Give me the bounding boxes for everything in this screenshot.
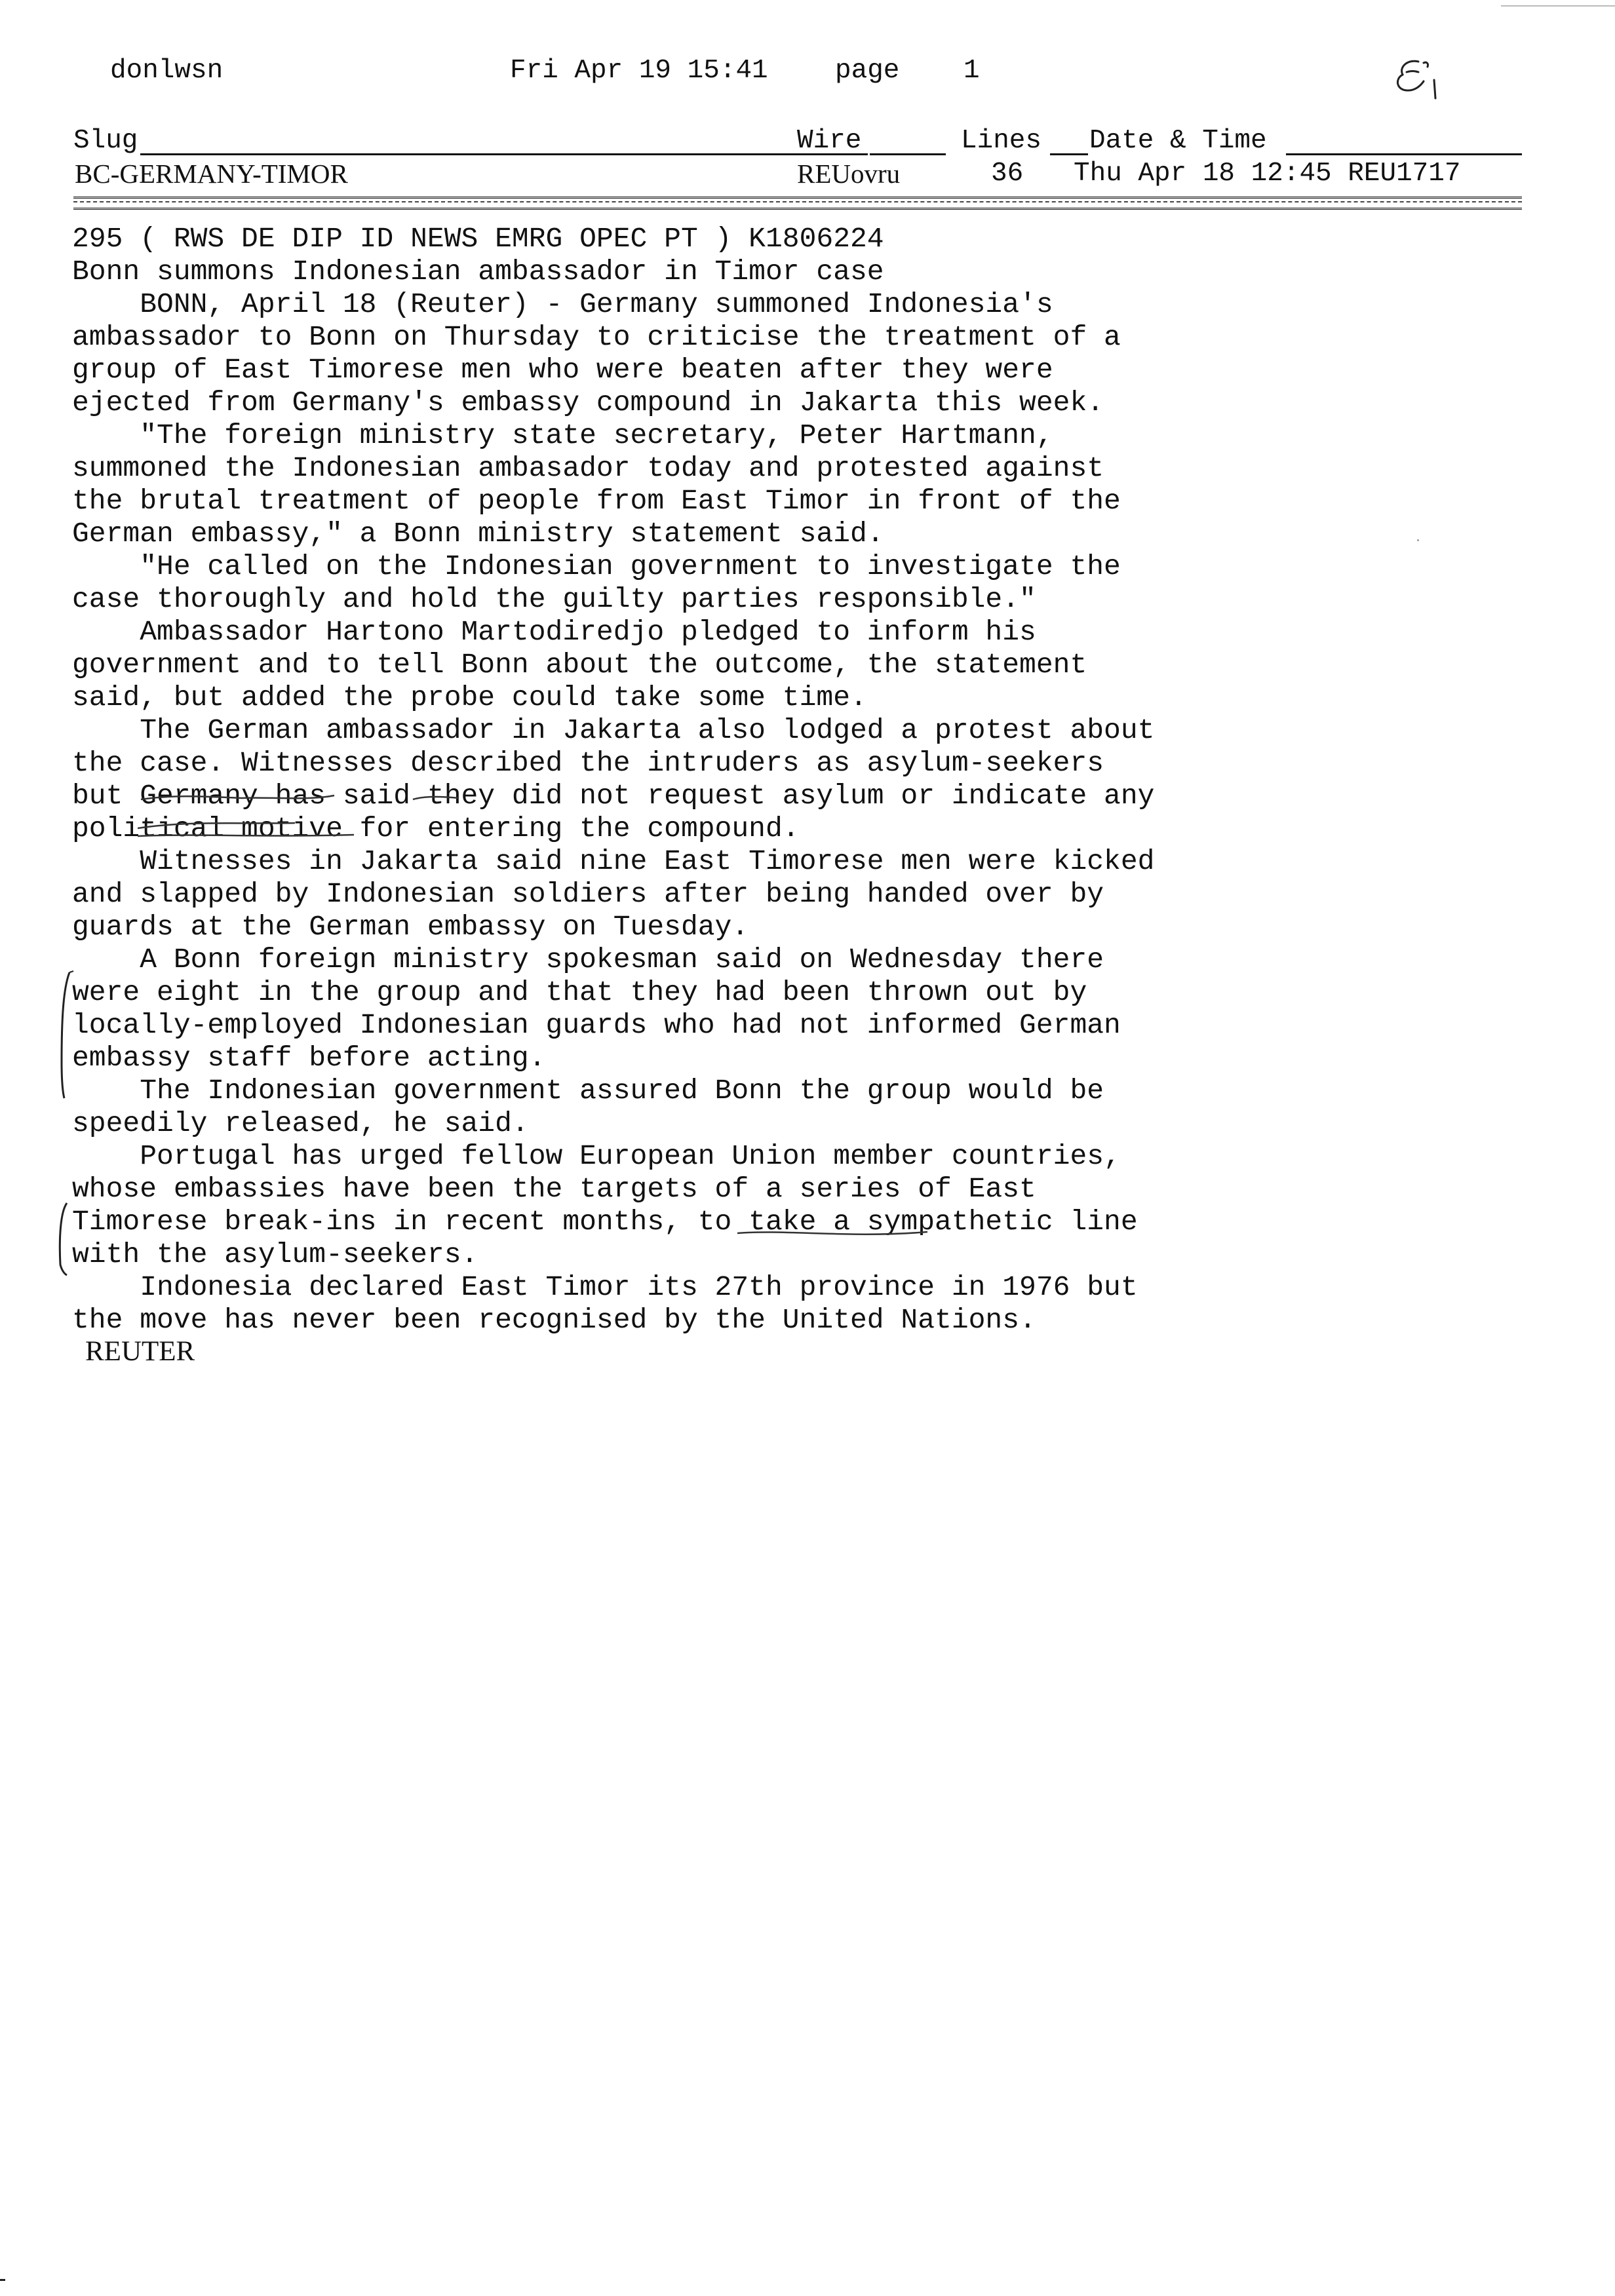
story-line: BONN, April 18 (Reuter) - Germany summoned Indonesia's: [72, 288, 1053, 320]
story-tagline: REUTER: [85, 1336, 195, 1367]
stray-dot: [1417, 539, 1419, 541]
handwritten-mark: [1388, 52, 1447, 105]
story-line: whose embassies have been the targets of a series of East: [72, 1173, 1036, 1205]
story-line: locally-employed Indonesian guards who had not informed German: [72, 1009, 1121, 1041]
story-line: Portugal has urged fellow European Union member countries,: [72, 1140, 1121, 1172]
margin-bracket-2: [52, 1199, 72, 1278]
story-line: said, but added the probe could take some time.: [72, 681, 867, 714]
story-line: and slapped by Indonesian soldiers after being handed over by: [72, 878, 1104, 910]
top-edge-rule: [1501, 5, 1615, 7]
wire-underline: [870, 153, 946, 155]
story-line: 295 ( RWS DE DIP ID NEWS EMRG OPEC PT ) K1806224: [72, 223, 884, 255]
story-line: Ambassador Hartono Martodiredjo pledged to inform his: [72, 616, 1036, 648]
slug-underline: [140, 153, 868, 155]
handwritten-underline-mark-2: [734, 1225, 931, 1245]
story-line: Timorese break-ins in recent months, to take a sympathetic line: [72, 1206, 1138, 1238]
story-line: ambassador to Bonn on Thursday to criticise the treatment of a: [72, 321, 1121, 353]
story-line: political motive for entering the compound.: [72, 813, 800, 845]
story-line: group of East Timorese men who were beaten after they were: [72, 354, 1053, 386]
story-line: Indonesia declared East Timor its 27th province in 1976 but: [72, 1271, 1138, 1303]
story-line: embassy staff before acting.: [72, 1042, 546, 1074]
story-line: Witnesses in Jakarta said nine East Timorese men were kicked: [72, 845, 1155, 877]
story-line: A Bonn foreign ministry spokesman said on Wednesday there: [72, 944, 1104, 976]
double-rule-separator: [73, 197, 1522, 210]
story-line: speedily released, he said.: [72, 1107, 529, 1139]
story-line: were eight in the group and that they had been thrown out by: [72, 976, 1087, 1008]
story-line: guards at the German embassy on Tuesday.: [72, 911, 749, 943]
label-date-time: Date & Time: [1089, 126, 1267, 156]
story-line: "The foreign ministry state secretary, Peter Hartmann,: [72, 419, 1053, 451]
story-line: the brutal treatment of people from East Timor in front of the: [72, 485, 1121, 517]
date-time-underline: [1286, 153, 1522, 155]
story-line: Bonn summons Indonesian ambassador in Timor case: [72, 256, 884, 288]
story-line: with the asylum-seekers.: [72, 1238, 478, 1271]
field-values-row: [73, 157, 1528, 190]
header-page-label: page: [835, 56, 900, 86]
story-line: The German ambassador in Jakarta also lodged a protest about: [72, 714, 1155, 746]
story-line: the move has never been recognised by the United Nations.: [72, 1304, 1036, 1336]
story-line: German embassy," a Bonn ministry statement said.: [72, 518, 884, 550]
story-line: summoned the Indonesian ambasador today and protested against: [72, 452, 1104, 484]
story-line: ejected from Germany's embassy compound in Jakarta this week.: [72, 387, 1104, 419]
value-date-time: Thu Apr 18 12:45 REU1717: [1074, 159, 1461, 189]
story-line: "He called on the Indonesian government to investigate the: [72, 550, 1121, 583]
label-slug: Slug: [73, 126, 138, 156]
story-line: the case. Witnesses described the intruders as asylum-seekers: [72, 747, 1104, 779]
story-line: but Germany has said they did not request asylum or indicate any: [72, 780, 1155, 812]
lines-underline: [1050, 153, 1088, 155]
story-line: The Indonesian government assured Bonn the group would be: [72, 1075, 1104, 1107]
value-wire: REUovru: [797, 159, 901, 189]
story-line: case thoroughly and hold the guilty parties responsible.": [72, 583, 1036, 615]
margin-bracket-1: [56, 970, 76, 1101]
label-wire: Wire: [797, 126, 862, 156]
edge-tick-mark: [0, 2279, 5, 2281]
header-datetime: Fri Apr 19 15:41: [510, 56, 768, 86]
value-slug: BC-GERMANY-TIMOR: [75, 159, 348, 189]
header-page-number: 1: [963, 56, 980, 86]
label-lines: Lines: [961, 126, 1042, 156]
handwritten-underline-marks: [138, 777, 610, 843]
value-lines: 36: [991, 159, 1024, 189]
story-line: government and to tell Bonn about the outcome, the statement: [72, 649, 1087, 681]
header-user: donlwsn: [110, 56, 224, 86]
field-labels-row: [73, 124, 1528, 157]
